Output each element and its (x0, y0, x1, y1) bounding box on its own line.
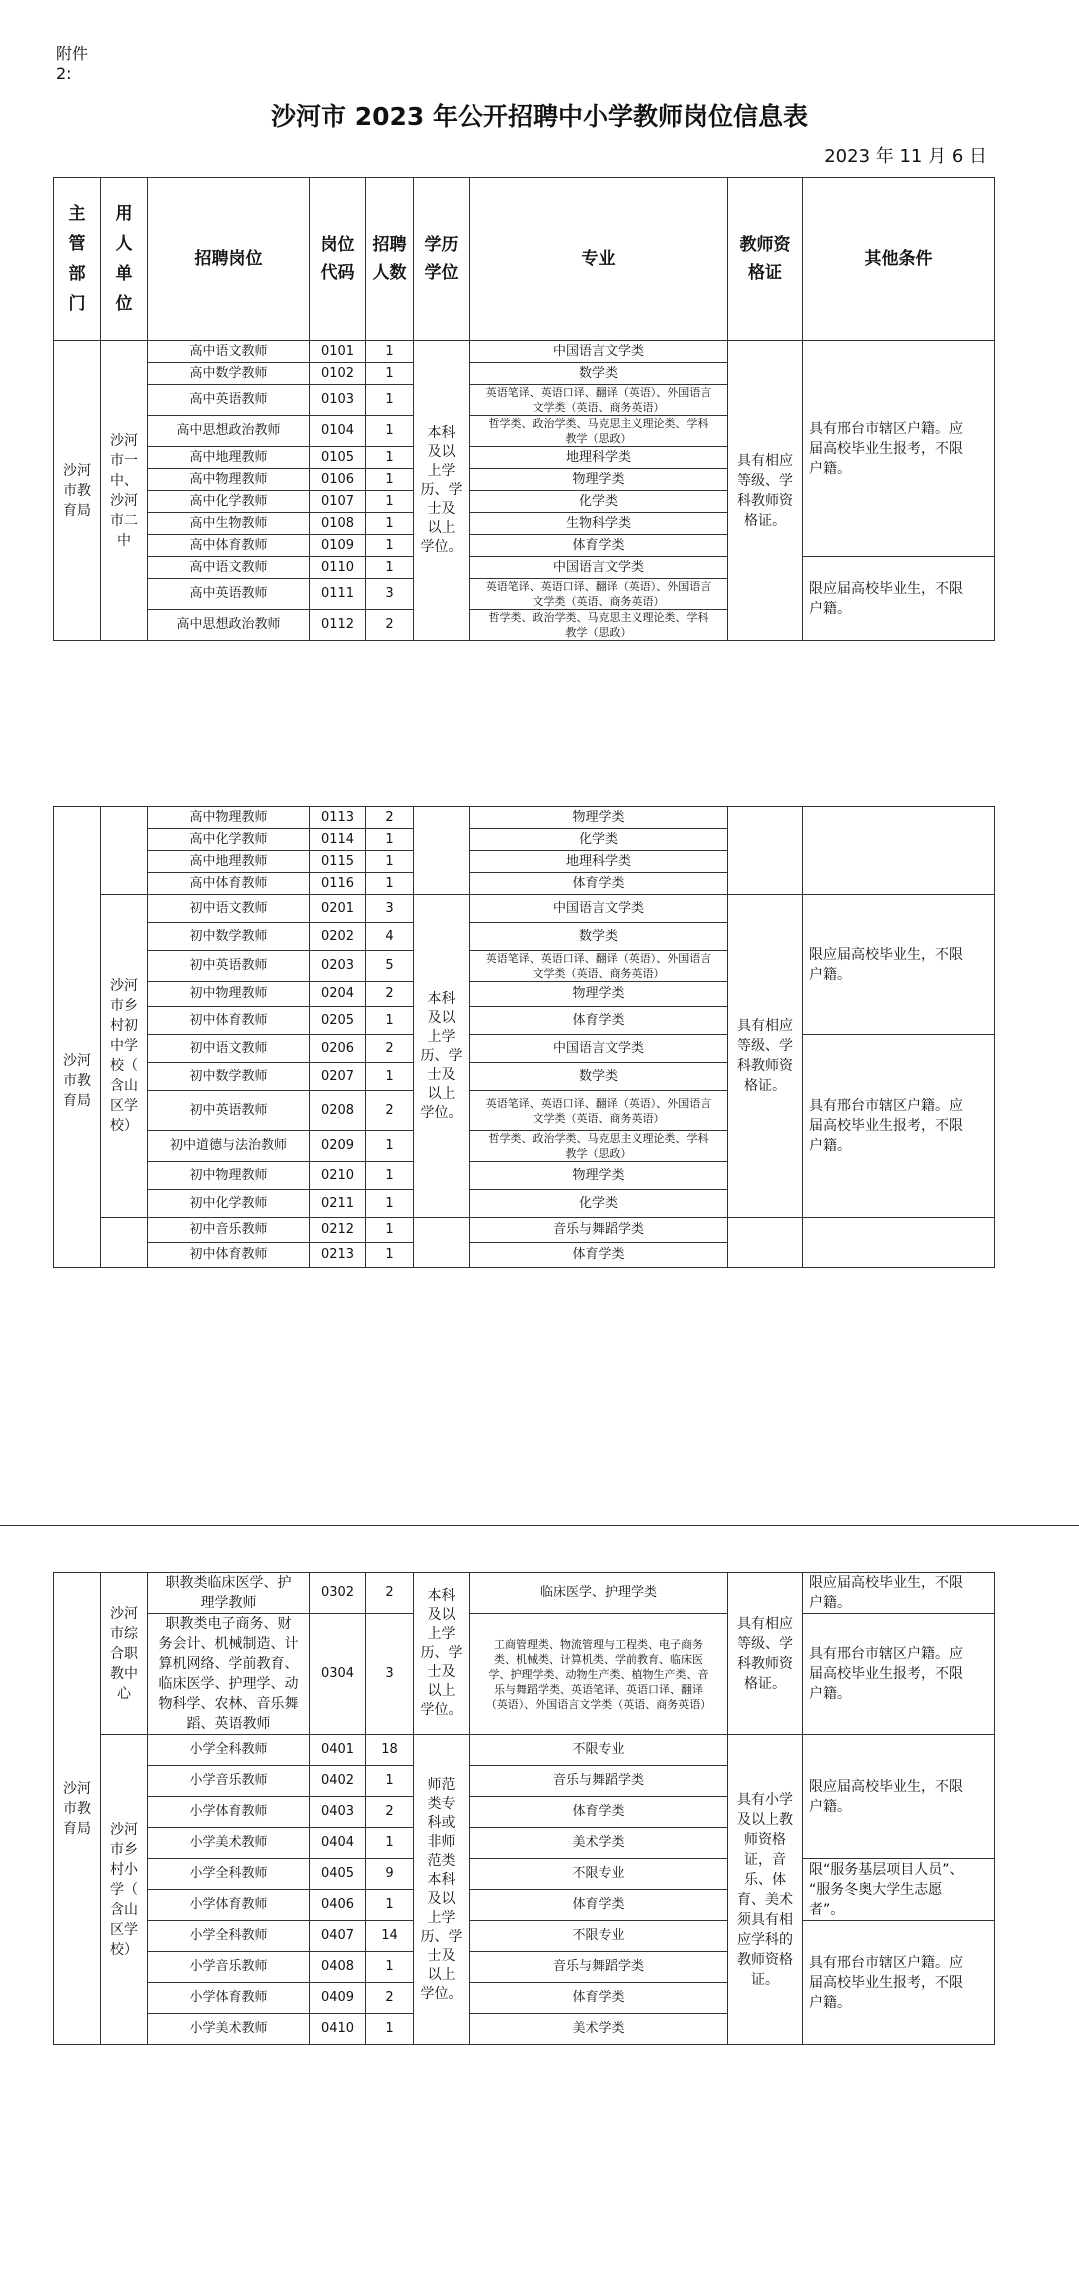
post-cell: 高中化学教师 (148, 829, 310, 851)
post-cell: 小学体育教师 (148, 1983, 310, 2014)
major-cell: 哲学类、政治学类、马克思主义理论类、学科 教学（思政） (470, 1131, 728, 1162)
table-row (54, 341, 995, 363)
major-cell: 美术学类 (470, 2014, 728, 2045)
post-cell: 初中音乐教师 (148, 1218, 310, 1243)
cert-cell: 具有相应 等级、学 科教师资 格证。 (728, 895, 803, 1218)
condition-cell: 具有邢台市辖区户籍。应 届高校毕业生报考，不限 户籍。 (803, 1614, 995, 1735)
recruitment-table-part-2 (53, 806, 995, 1268)
code-cell: 0206 (310, 1035, 366, 1063)
num-cell: 1 (366, 491, 414, 513)
major-cell: 地理科学类 (470, 851, 728, 873)
code-cell: 0208 (310, 1091, 366, 1131)
num-cell: 1 (366, 1243, 414, 1268)
post-cell: 高中英语教师 (148, 385, 310, 416)
code-cell: 0107 (310, 491, 366, 513)
major-cell: 英语笔译、英语口译、翻译（英语）、外国语言 文学类（英语、商务英语） (470, 385, 728, 416)
code-cell: 0111 (310, 579, 366, 610)
code-cell: 0302 (310, 1573, 366, 1614)
major-cell: 物理学类 (470, 982, 728, 1007)
num-cell: 2 (366, 982, 414, 1007)
condition-cell: 具有邢台市辖区户籍。应 届高校毕业生报考，不限 户籍。 (803, 1921, 995, 2045)
table-row (54, 1921, 995, 1952)
major-cell: 数学类 (470, 923, 728, 951)
table-row (54, 1573, 995, 1614)
post-cell: 小学全科教师 (148, 1921, 310, 1952)
condition-cell (803, 1218, 995, 1268)
page-title: 沙河市 2023 年公开招聘中小学教师岗位信息表 (271, 102, 808, 131)
post-cell: 高中物理教师 (148, 807, 310, 829)
code-cell: 0407 (310, 1921, 366, 1952)
post-cell: 高中思想政治教师 (148, 416, 310, 447)
major-cell: 美术学类 (470, 1828, 728, 1859)
edu-cell: 本科 及以 上学 历、学 士及 以上 学位。 (414, 341, 470, 641)
code-cell: 0213 (310, 1243, 366, 1268)
post-cell: 高中地理教师 (148, 447, 310, 469)
post-cell: 小学体育教师 (148, 1797, 310, 1828)
post-cell: 初中物理教师 (148, 982, 310, 1007)
condition-cell: 限“服务基层项目人员”、 “服务冬奥大学生志愿 者”。 (803, 1859, 995, 1921)
condition-cell: 具有邢台市辖区户籍。应 届高校毕业生报考，不限 户籍。 (803, 341, 995, 557)
major-cell: 哲学类、政治学类、马克思主义理论类、学科 教学（思政） (470, 416, 728, 447)
post-cell: 小学音乐教师 (148, 1766, 310, 1797)
code-cell: 0113 (310, 807, 366, 829)
header-other: 其他条件 (803, 178, 995, 341)
major-cell: 不限专业 (470, 1735, 728, 1766)
post-cell: 高中数学教师 (148, 363, 310, 385)
num-cell: 1 (366, 1190, 414, 1218)
major-cell: 哲学类、政治学类、马克思主义理论类、学科 教学（思政） (470, 610, 728, 641)
header-post: 招聘岗位 (148, 178, 310, 341)
code-cell: 0204 (310, 982, 366, 1007)
code-cell: 0210 (310, 1162, 366, 1190)
post-cell: 初中语文教师 (148, 1035, 310, 1063)
major-cell: 数学类 (470, 363, 728, 385)
num-cell: 2 (366, 807, 414, 829)
major-cell: 体育学类 (470, 1007, 728, 1035)
num-cell: 1 (366, 416, 414, 447)
major-cell: 不限专业 (470, 1921, 728, 1952)
agency-cell: 沙河 市教 育局 (54, 895, 101, 1268)
table-row (54, 1218, 995, 1243)
code-cell: 0205 (310, 1007, 366, 1035)
post-cell: 小学全科教师 (148, 1859, 310, 1890)
num-cell: 1 (366, 829, 414, 851)
agency-cell: 沙河 市教 育局 (54, 1573, 101, 2045)
num-cell: 1 (366, 385, 414, 416)
code-cell: 0406 (310, 1890, 366, 1921)
recruitment-table-part-3 (53, 1572, 995, 2045)
table-row (54, 807, 995, 829)
post-cell: 高中生物教师 (148, 513, 310, 535)
num-cell: 2 (366, 610, 414, 641)
table-row (54, 1035, 995, 1063)
num-cell: 1 (366, 363, 414, 385)
code-cell: 0109 (310, 535, 366, 557)
condition-cell: 限应届高校毕业生，不限 户籍。 (803, 1735, 995, 1859)
major-cell: 音乐与舞蹈学类 (470, 1218, 728, 1243)
condition-cell: 限应届高校毕业生，不限 户籍。 (803, 1573, 995, 1614)
condition-cell: 具有邢台市辖区户籍。应 届高校毕业生报考，不限 户籍。 (803, 1035, 995, 1218)
major-cell: 化学类 (470, 829, 728, 851)
num-cell: 1 (366, 2014, 414, 2045)
post-cell: 高中地理教师 (148, 851, 310, 873)
code-cell: 0212 (310, 1218, 366, 1243)
num-cell: 2 (366, 1091, 414, 1131)
num-cell: 3 (366, 895, 414, 923)
employer-cell: 沙河 市综 合职 教中 心 (101, 1573, 148, 1735)
num-cell: 1 (366, 1007, 414, 1035)
code-cell: 0104 (310, 416, 366, 447)
header-major: 专业 (470, 178, 728, 341)
table-row (54, 1614, 995, 1735)
code-cell: 0115 (310, 851, 366, 873)
num-cell: 4 (366, 923, 414, 951)
edu-cell (414, 1218, 470, 1268)
edu-cell: 本科 及以 上学 历、学 士及 以上 学位。 (414, 895, 470, 1218)
major-cell: 地理科学类 (470, 447, 728, 469)
num-cell: 5 (366, 951, 414, 982)
post-cell: 职教类电子商务、财 务会计、机械制造、计 算机网络、学前教育、 临床医学、护理学、动 物科学、农林、音乐舞 蹈、英语教师 (148, 1614, 310, 1735)
employer-cell (101, 807, 148, 895)
code-cell: 0209 (310, 1131, 366, 1162)
post-cell: 小学美术教师 (148, 1828, 310, 1859)
major-cell: 体育学类 (470, 535, 728, 557)
table-row (54, 895, 995, 923)
num-cell: 2 (366, 1035, 414, 1063)
code-cell: 0106 (310, 469, 366, 491)
header-employer: 用 人 单 位 (101, 178, 148, 341)
code-cell: 0207 (310, 1063, 366, 1091)
num-cell: 1 (366, 513, 414, 535)
header-num: 招聘 人数 (366, 178, 414, 341)
code-cell: 0203 (310, 951, 366, 982)
num-cell: 3 (366, 1614, 414, 1735)
num-cell: 1 (366, 1162, 414, 1190)
num-cell: 2 (366, 1573, 414, 1614)
code-cell: 0409 (310, 1983, 366, 2014)
edu-cell: 师范 类专 科或 非师 范类 本科 及以 上学 历、学 士及 以上 学位。 (414, 1735, 470, 2045)
post-cell: 初中语文教师 (148, 895, 310, 923)
major-cell: 中国语言文学类 (470, 895, 728, 923)
table-row (54, 557, 995, 579)
major-cell: 数学类 (470, 1063, 728, 1091)
document-date: 2023 年 11 月 6 日 (824, 146, 987, 167)
major-cell: 体育学类 (470, 873, 728, 895)
major-cell: 中国语言文学类 (470, 1035, 728, 1063)
code-cell: 0211 (310, 1190, 366, 1218)
major-cell: 英语笔译、英语口译、翻译（英语）、外国语言 文学类（英语、商务英语） (470, 951, 728, 982)
cert-cell: 具有相应 等级、学 科教师资 格证。 (728, 1573, 803, 1735)
header-edu: 学历 学位 (414, 178, 470, 341)
condition-cell (803, 807, 995, 895)
major-cell: 物理学类 (470, 1162, 728, 1190)
code-cell: 0202 (310, 923, 366, 951)
major-cell: 不限专业 (470, 1859, 728, 1890)
attachment-label: 附件 2: (56, 44, 89, 83)
post-cell: 小学美术教师 (148, 2014, 310, 2045)
post-cell: 初中物理教师 (148, 1162, 310, 1190)
header-row (54, 178, 995, 341)
post-cell: 初中体育教师 (148, 1007, 310, 1035)
post-cell: 初中英语教师 (148, 1091, 310, 1131)
condition-cell: 限应届高校毕业生，不限 户籍。 (803, 557, 995, 641)
num-cell: 1 (366, 1890, 414, 1921)
cert-cell (728, 1218, 803, 1268)
post-cell: 初中数学教师 (148, 1063, 310, 1091)
employer-cell: 沙河 市乡 村初 中学 校（ 含山 区学 校） (101, 895, 148, 1218)
agency-cell (54, 807, 101, 895)
header-agency: 主 管 部 门 (54, 178, 101, 341)
post-cell: 高中体育教师 (148, 873, 310, 895)
code-cell: 0403 (310, 1797, 366, 1828)
code-cell: 0402 (310, 1766, 366, 1797)
num-cell: 2 (366, 1983, 414, 2014)
header-code: 岗位 代码 (310, 178, 366, 341)
major-cell: 体育学类 (470, 1797, 728, 1828)
post-cell: 高中化学教师 (148, 491, 310, 513)
num-cell: 1 (366, 469, 414, 491)
major-cell: 工商管理类、物流管理与工程类、电子商务 类、机械类、计算机类、学前教育、临床医 学、护理学类、动物生产类、植物生产类、音 乐与舞蹈学类、英语笔译、英语口译、翻译 （英语）、外国语言文学类（英语、商务英语） (470, 1614, 728, 1735)
table-row (54, 1735, 995, 1766)
major-cell: 英语笔译、英语口译、翻译（英语）、外国语言 文学类（英语、商务英语） (470, 579, 728, 610)
major-cell: 中国语言文学类 (470, 341, 728, 363)
num-cell: 1 (366, 1218, 414, 1243)
code-cell: 0108 (310, 513, 366, 535)
post-cell: 小学体育教师 (148, 1890, 310, 1921)
code-cell: 0105 (310, 447, 366, 469)
edu-cell (414, 807, 470, 895)
code-cell: 0103 (310, 385, 366, 416)
major-cell: 体育学类 (470, 1243, 728, 1268)
table-row (54, 1859, 995, 1890)
major-cell: 音乐与舞蹈学类 (470, 1766, 728, 1797)
major-cell: 生物科学类 (470, 513, 728, 535)
employer-cell: 沙河 市乡 村小 学（ 含山 区学 校） (101, 1735, 148, 2045)
post-cell: 职教类临床医学、护 理学教师 (148, 1573, 310, 1614)
num-cell: 1 (366, 873, 414, 895)
code-cell: 0401 (310, 1735, 366, 1766)
agency-cell: 沙河 市教 育局 (54, 341, 101, 641)
major-cell: 化学类 (470, 491, 728, 513)
major-cell: 音乐与舞蹈学类 (470, 1952, 728, 1983)
num-cell: 18 (366, 1735, 414, 1766)
post-cell: 初中体育教师 (148, 1243, 310, 1268)
major-cell: 体育学类 (470, 1983, 728, 2014)
code-cell: 0101 (310, 341, 366, 363)
post-cell: 高中思想政治教师 (148, 610, 310, 641)
major-cell: 中国语言文学类 (470, 557, 728, 579)
post-cell: 高中物理教师 (148, 469, 310, 491)
code-cell: 0112 (310, 610, 366, 641)
cert-cell (728, 807, 803, 895)
post-cell: 高中语文教师 (148, 557, 310, 579)
code-cell: 0404 (310, 1828, 366, 1859)
code-cell: 0408 (310, 1952, 366, 1983)
code-cell: 0405 (310, 1859, 366, 1890)
condition-cell: 限应届高校毕业生，不限 户籍。 (803, 895, 995, 1035)
num-cell: 1 (366, 1131, 414, 1162)
num-cell: 1 (366, 341, 414, 363)
major-cell: 物理学类 (470, 469, 728, 491)
code-cell: 0304 (310, 1614, 366, 1735)
post-cell: 高中英语教师 (148, 579, 310, 610)
num-cell: 1 (366, 447, 414, 469)
employer-cell: 沙河 市一 中、 沙河 市二 中 (101, 341, 148, 641)
num-cell: 3 (366, 579, 414, 610)
edu-cell: 本科 及以 上学 历、学 士及 以上 学位。 (414, 1573, 470, 1735)
cert-cell: 具有相应 等级、学 科教师资 格证。 (728, 341, 803, 641)
post-cell: 初中道德与法治教师 (148, 1131, 310, 1162)
num-cell: 1 (366, 1828, 414, 1859)
code-cell: 0114 (310, 829, 366, 851)
post-cell: 高中语文教师 (148, 341, 310, 363)
post-cell: 小学全科教师 (148, 1735, 310, 1766)
recruitment-table-part-1 (53, 177, 995, 641)
post-cell: 小学音乐教师 (148, 1952, 310, 1983)
code-cell: 0110 (310, 557, 366, 579)
cert-cell: 具有小学 及以上教 师资格 证，音 乐、体 育、美术 须具有相 应学科的 教师资格 证。 (728, 1735, 803, 2045)
code-cell: 0201 (310, 895, 366, 923)
major-cell: 物理学类 (470, 807, 728, 829)
post-cell: 高中体育教师 (148, 535, 310, 557)
employer-cell (101, 1218, 148, 1268)
num-cell: 9 (366, 1859, 414, 1890)
major-cell: 英语笔译、英语口译、翻译（英语）、外国语言 文学类（英语、商务英语） (470, 1091, 728, 1131)
num-cell: 1 (366, 1952, 414, 1983)
post-cell: 初中英语教师 (148, 951, 310, 982)
major-cell: 体育学类 (470, 1890, 728, 1921)
num-cell: 1 (366, 535, 414, 557)
post-cell: 初中数学教师 (148, 923, 310, 951)
num-cell: 1 (366, 851, 414, 873)
post-cell: 初中化学教师 (148, 1190, 310, 1218)
code-cell: 0410 (310, 2014, 366, 2045)
code-cell: 0102 (310, 363, 366, 385)
code-cell: 0116 (310, 873, 366, 895)
num-cell: 14 (366, 1921, 414, 1952)
num-cell: 1 (366, 1063, 414, 1091)
major-cell: 临床医学、护理学类 (470, 1573, 728, 1614)
header-cert: 教师资 格证 (728, 178, 803, 341)
num-cell: 1 (366, 557, 414, 579)
num-cell: 2 (366, 1797, 414, 1828)
major-cell: 化学类 (470, 1190, 728, 1218)
page-separator (0, 1525, 1079, 1526)
num-cell: 1 (366, 1766, 414, 1797)
